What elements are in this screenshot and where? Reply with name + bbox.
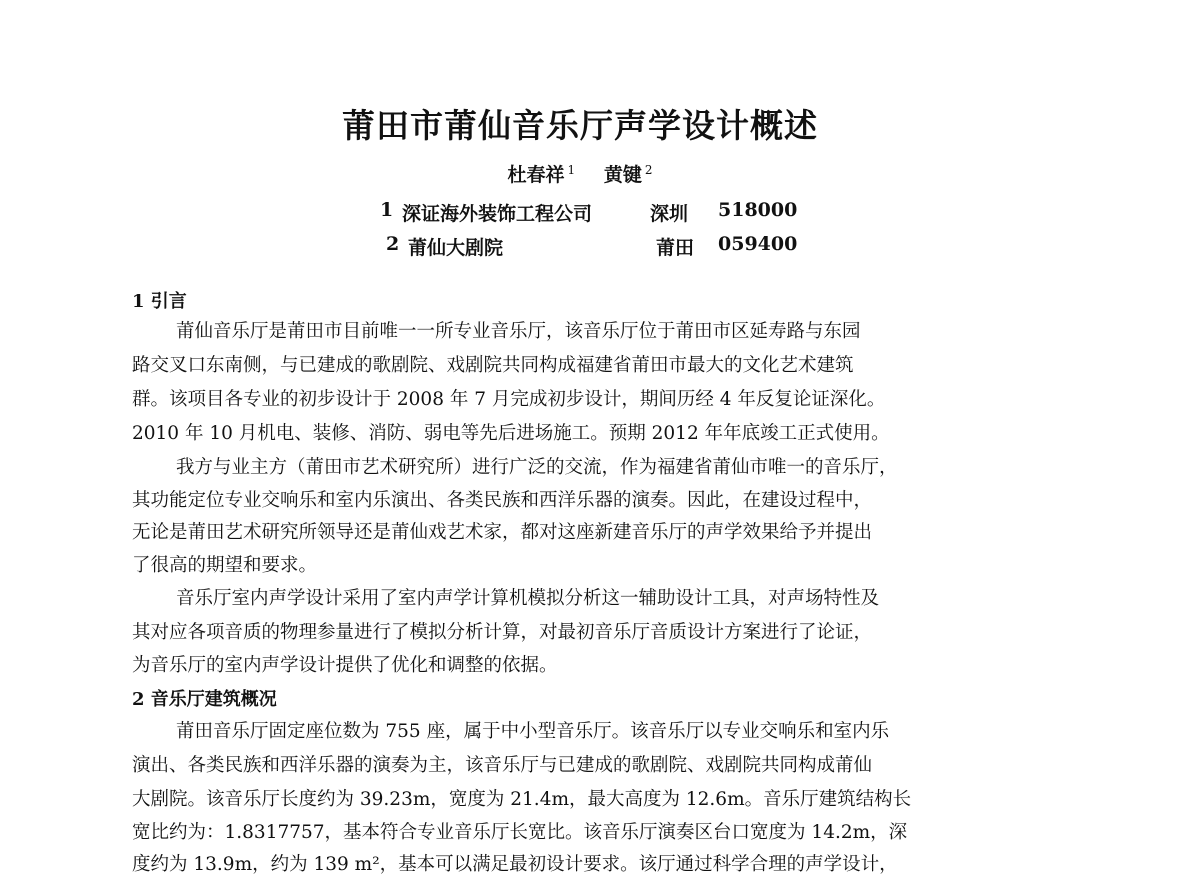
author <box>604 160 653 187</box>
author-affiliation-mark: 2 <box>644 162 653 177</box>
affiliation-city: 莆田 <box>656 237 695 259</box>
author <box>508 160 576 187</box>
body-line: 其对应各项音质的物理参量进行了模拟分析计算，对最初音乐厅音质设计方案进行了论证， <box>132 622 873 643</box>
section-heading: 1 引言 <box>132 291 187 312</box>
body-line: 为音乐厅的室内声学设计提供了优化和调整的依据。 <box>132 655 558 676</box>
body-line: 其功能定位专业交响乐和室内乐演出、各类民族和西洋乐器的演奏。因此，在建设过程中， <box>132 490 873 511</box>
body-line: 音乐厅室内声学设计采用了室内声学计算机模拟分析这一辅助设计工具，对声场特性及 <box>176 588 880 609</box>
body-line: 路交叉口东南侧，与已建成的歌剧院、戏剧院共同构成福建省莆田市最大的文化艺术建筑 <box>132 355 854 376</box>
body-line: 演出、各类民族和西洋乐器的演奏为主，该音乐厅与已建成的歌剧院、戏剧院共同构成莆仙 <box>132 755 873 776</box>
affiliation-number: 2 <box>386 233 400 255</box>
body-line: 宽比约为：1.8317757，基本符合专业音乐厅长宽比。该音乐厅演奏区台口宽度为 14.2m，深 <box>132 822 908 843</box>
affiliation-postcode: 518000 <box>718 199 798 221</box>
body-line: 群。该项目各专业的初步设计于 2008 年 7 月完成初步设计，期间历经 4 年反复论证深化。 <box>132 389 886 410</box>
section-heading: 2 音乐厅建筑概况 <box>132 689 277 710</box>
paper-title: 莆田市莆仙音乐厅声学设计概述 <box>342 106 818 145</box>
body-line: 我方与业主方（莆田市艺术研究所）进行广泛的交流，作为福建省莆仙市唯一的音乐厅， <box>176 457 898 478</box>
body-line: 度约为 13.9m，约为 139 m²，基本可以满足最初设计要求。该厅通过科学合理的声学设计， <box>132 854 898 875</box>
affiliation-org: 莆仙大剧院 <box>408 237 504 259</box>
affiliation-city: 深圳 <box>650 203 689 225</box>
author-affiliation-mark: 1 <box>567 162 576 177</box>
body-line: 莆田音乐厅固定座位数为 755 座，属于中小型音乐厅。该音乐厅以专业交响乐和室内乐 <box>176 721 890 742</box>
author-list <box>0 160 1160 187</box>
author-name: 黄键 <box>603 164 642 186</box>
body-line: 无论是莆田艺术研究所领导还是莆仙戏艺术家，都对这座新建音乐厅的声学效果给予并提出 <box>132 522 873 543</box>
affiliation-org: 深证海外装饰工程公司 <box>402 203 593 225</box>
body-line: 2010 年 10 月机电、装修、消防、弱电等先后进场施工。预期 2012 年年底竣工正式使用。 <box>132 423 890 444</box>
affiliation-number: 1 <box>380 199 394 221</box>
affiliation-postcode: 059400 <box>718 233 798 255</box>
body-line: 了很高的期望和要求。 <box>132 555 318 576</box>
body-line: 大剧院。该音乐厅长度约为 39.23m，宽度为 21.4m，最大高度为 12.6m。音乐厅建筑结构长 <box>132 789 912 810</box>
author-name: 杜春祥 <box>507 164 565 186</box>
body-line: 莆仙音乐厅是莆田市目前唯一一所专业音乐厅，该音乐厅位于莆田市区延寿路与东园 <box>176 321 861 342</box>
